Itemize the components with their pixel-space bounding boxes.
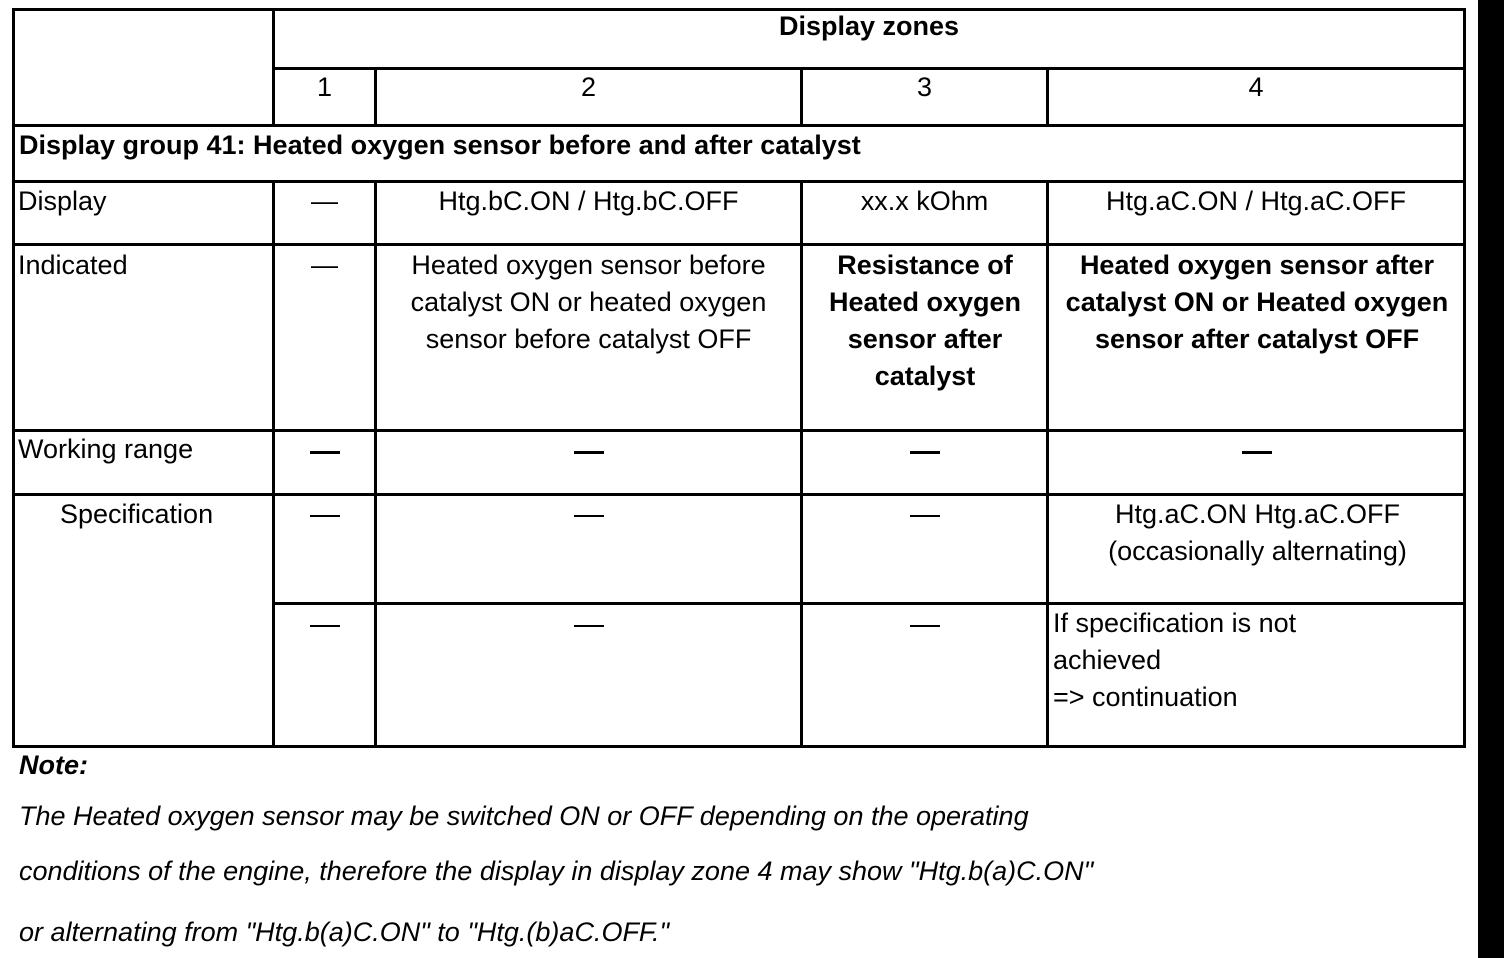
working-range-zone-1-dash bbox=[310, 451, 340, 454]
specification-zone-4: Htg.aC.ON Htg.aC.OFF (occasionally alternating) bbox=[1108, 499, 1407, 566]
group-title: Display group 41: Heated oxygen sensor before and after catalyst bbox=[19, 130, 861, 160]
note-line-3: or alternating from "Htg.b(a)C.ON" to "Htg.(b)aC.OFF." bbox=[19, 917, 670, 947]
display-zone-1: — bbox=[311, 186, 338, 216]
indicated-zone-2: Heated oxygen sensor before catalyst ON or heated oxygen sensor before catalyst OFF bbox=[410, 250, 767, 354]
display-zone-4: Htg.aC.ON / Htg.aC.OFF bbox=[1105, 186, 1407, 216]
display-zone-3: xx.x kOhm bbox=[860, 186, 989, 216]
working-range-zone-4-dash bbox=[1242, 451, 1272, 454]
indicated-zone-3: Resistance of Heated oxygen sensor after catalyst bbox=[828, 250, 1022, 391]
indicated-row-label: Indicated bbox=[18, 250, 128, 280]
indicated-zone-1: — bbox=[311, 250, 338, 280]
specification-zone-3-dash bbox=[910, 515, 940, 517]
note-line-2: conditions of the engine, therefore the display in display zone 4 may show "Htg.b(a)C.ON" bbox=[19, 856, 1094, 886]
working-range-zone-2-dash bbox=[574, 451, 604, 454]
note-line-1: The Heated oxygen sensor may be switched ON or OFF depending on the operating bbox=[19, 801, 1029, 831]
display-zones-title: Display zones bbox=[778, 11, 960, 41]
display-zone-2: Htg.bC.ON / Htg.bC.OFF bbox=[438, 186, 739, 216]
zone-4-header: 4 bbox=[1248, 72, 1264, 102]
specification-zone-2-dash bbox=[574, 515, 604, 517]
continuation-zone-3-dash bbox=[910, 625, 940, 627]
working-range-zone-3-dash bbox=[910, 451, 940, 454]
working-range-row-label: Working range bbox=[18, 434, 194, 464]
note-title: Note: bbox=[19, 750, 88, 780]
continuation-text: If specification is not achieved bbox=[1053, 608, 1297, 675]
specification-zone-1-dash bbox=[310, 515, 340, 517]
zone-3-header: 3 bbox=[916, 72, 933, 102]
continuation-zone-4 bbox=[1053, 605, 1353, 716]
zone-1-header: 1 bbox=[316, 72, 333, 102]
display-row-label: Display bbox=[18, 186, 107, 216]
continuation-zone-1-dash bbox=[310, 625, 340, 627]
continuation-zone-2-dash bbox=[574, 625, 604, 627]
zone-2-header: 2 bbox=[580, 72, 597, 102]
specification-row-label: Specification bbox=[60, 499, 214, 529]
continuation-arrow-text: => continuation bbox=[1053, 682, 1238, 712]
indicated-zone-4: Heated oxygen sensor after catalyst ON or Heated oxygen sensor after catalyst OFF bbox=[1065, 250, 1449, 354]
